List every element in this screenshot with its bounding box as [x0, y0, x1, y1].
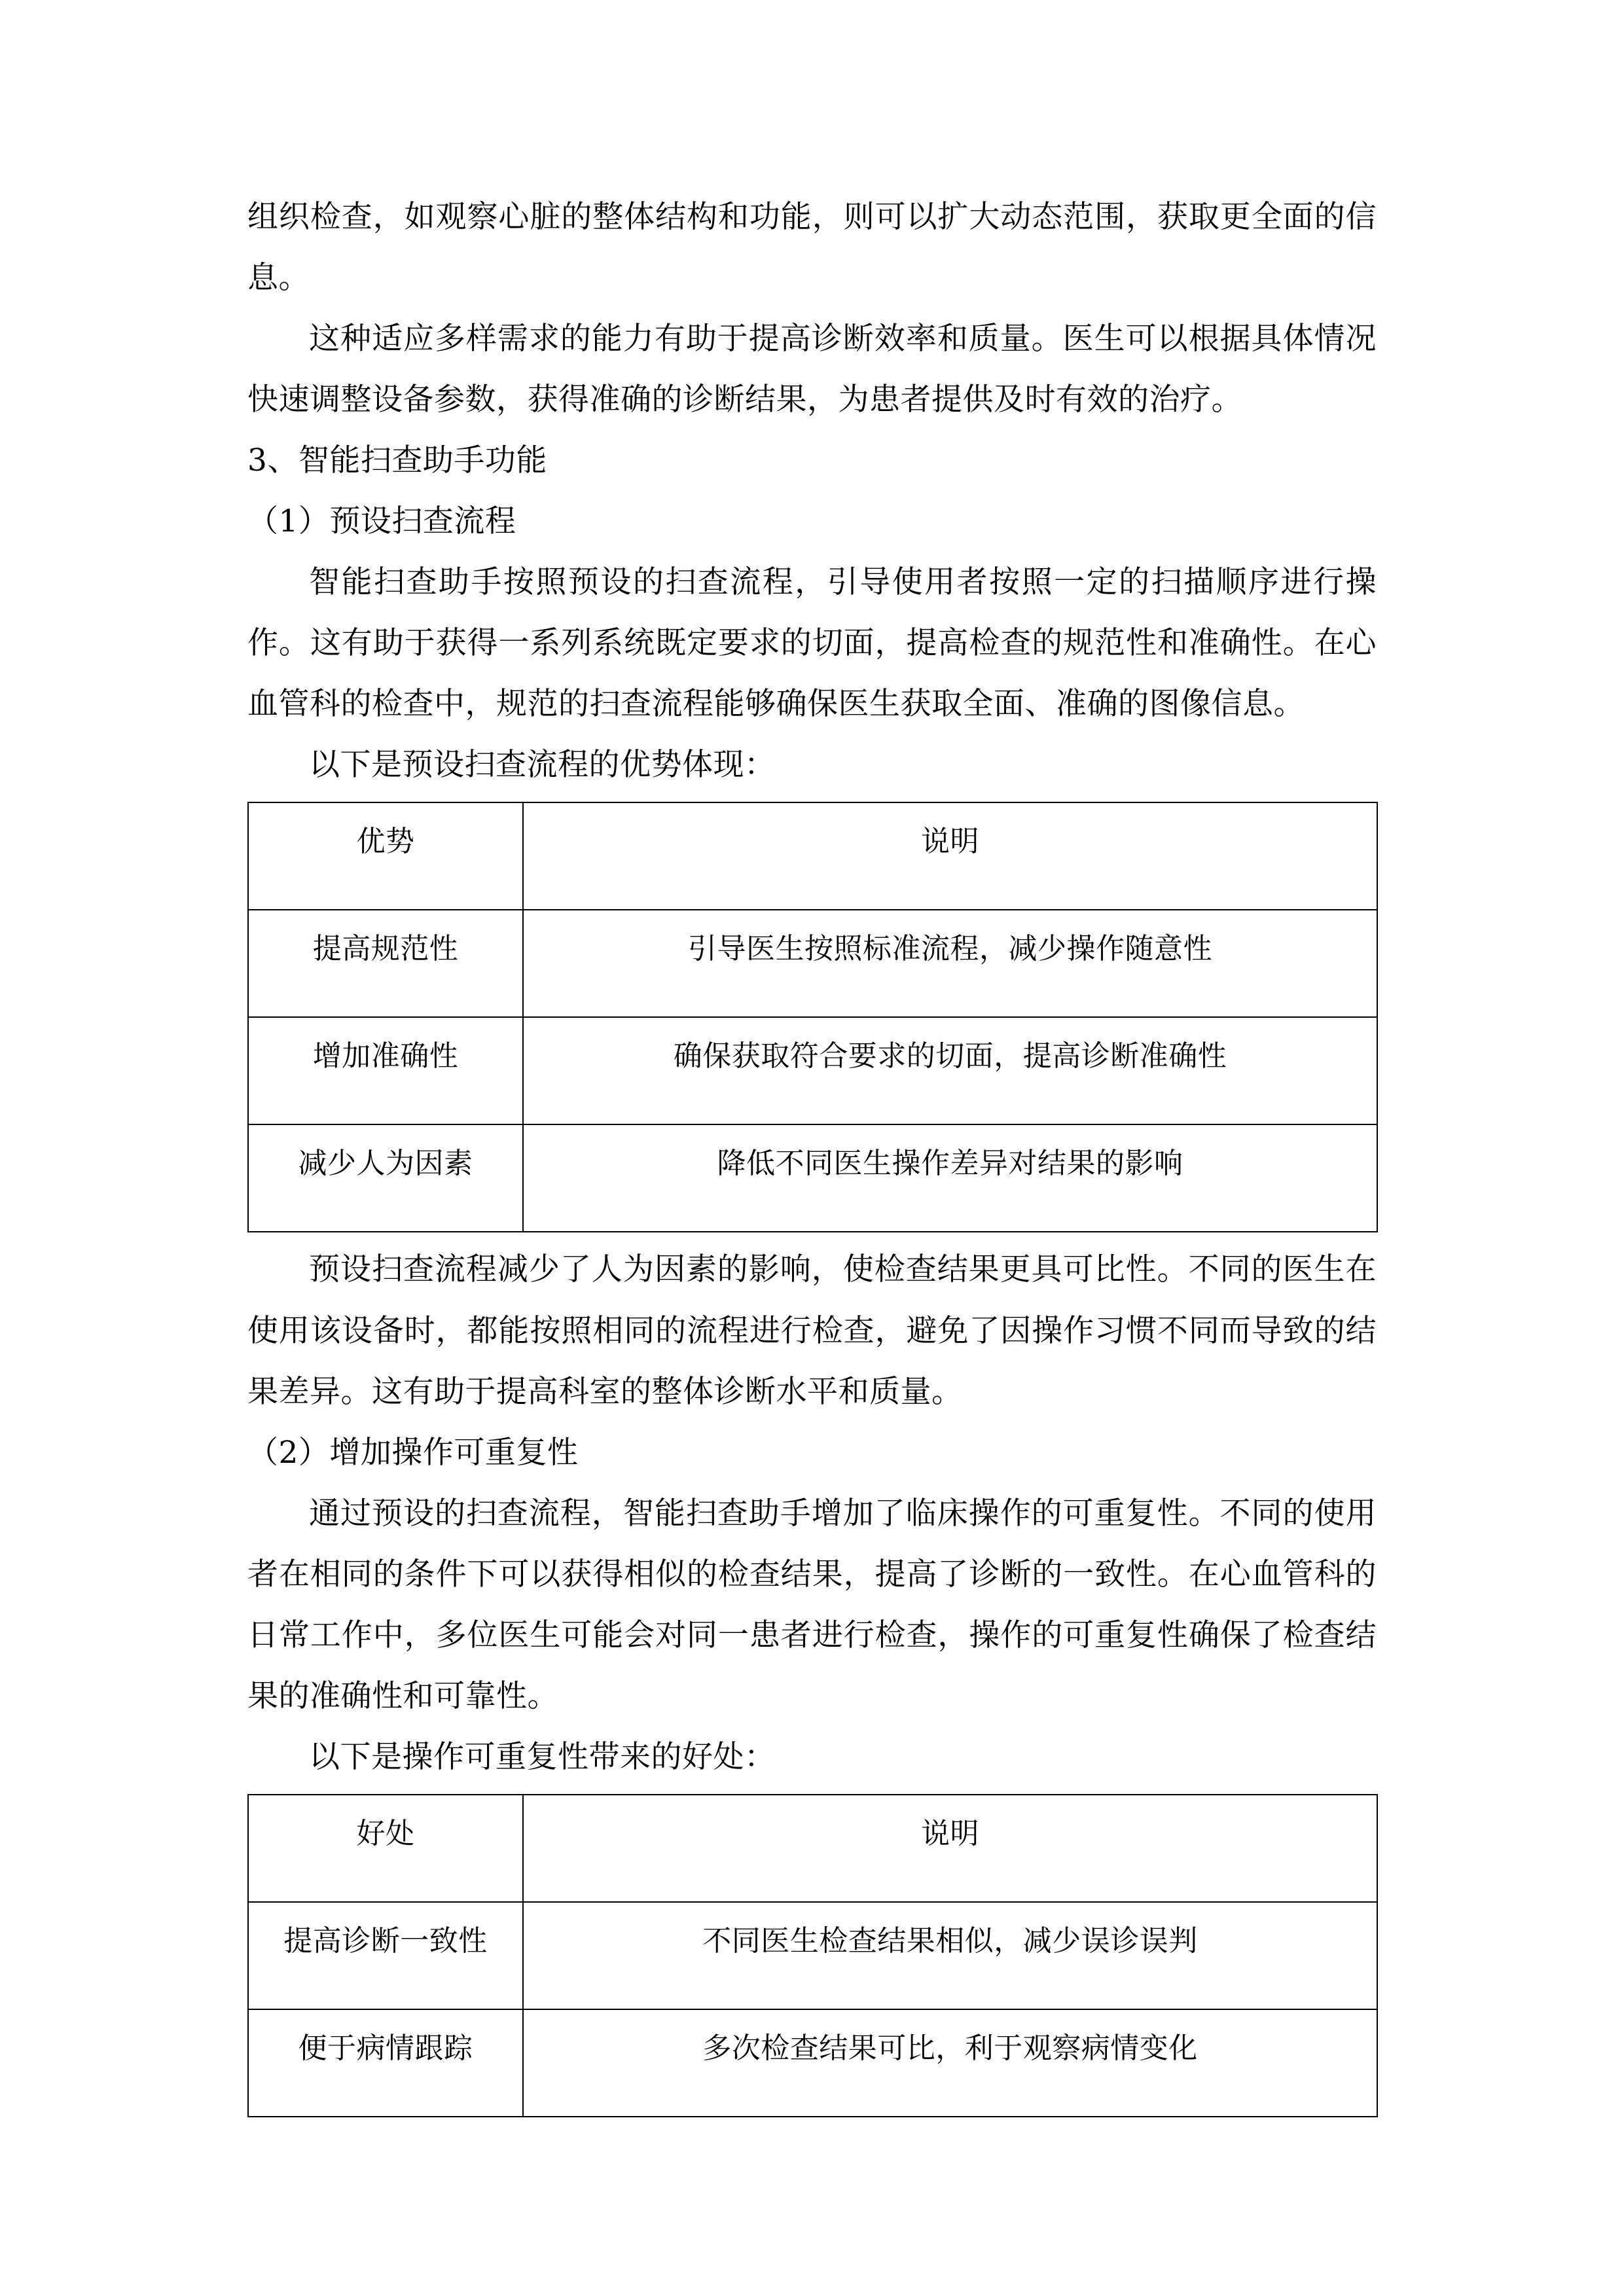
document-body — [247, 187, 1377, 2117]
table-cell-description: 不同医生检查结果相似，减少误诊误判 — [523, 1902, 1377, 2009]
paragraph-adaptive-capability: 这种适应多样需求的能力有助于提高诊断效率和质量。医生可以根据具体情况快速调整设备参数，获得准确的诊断结果，为患者提供及时有效的治疗。 — [247, 321, 1377, 418]
heading-section-3: 3、智能扫查助手功能 — [247, 442, 547, 479]
table-cell-benefit: 提高诊断一致性 — [248, 1902, 523, 2009]
heading-subsection-2: （2）增加操作可重复性 — [247, 1434, 579, 1471]
table-cell-advantage: 增加准确性 — [248, 1017, 523, 1124]
lead-in-table-benefits: 以下是操作可重复性带来的好处： — [309, 1738, 776, 1775]
table-row — [248, 1902, 1377, 2009]
table-benefits — [247, 1794, 1378, 2117]
table-row — [248, 910, 1377, 1017]
table-cell-advantage: 提高规范性 — [248, 910, 523, 1017]
table-header-cell-description: 说明 — [523, 1795, 1377, 1902]
table-row — [248, 1017, 1377, 1124]
table-row — [248, 2009, 1377, 2117]
table-header-cell-description: 说明 — [523, 802, 1377, 910]
table-advantages — [247, 802, 1378, 1232]
table-cell-description: 确保获取符合要求的切面，提高诊断准确性 — [523, 1017, 1377, 1124]
paragraph-reduced-human-factors: 预设扫查流程减少了人为因素的影响，使检查结果更具可比性。不同的医生在使用该设备时，都能按照相同的流程进行检查，避免了因操作习惯不同而导致的结果差异。这有助于提高科室的整体诊断水平和质量。 — [247, 1251, 1377, 1410]
table-cell-advantage: 减少人为因素 — [248, 1124, 523, 1232]
table-cell-description: 引导医生按照标准流程，减少操作随意性 — [523, 910, 1377, 1017]
table-header-cell-advantage: 优势 — [248, 802, 523, 910]
table-row-header — [248, 1795, 1377, 1902]
table-cell-description: 降低不同医生操作差异对结果的影响 — [523, 1124, 1377, 1232]
table-cell-description: 多次检查结果可比，利于观察病情变化 — [523, 2009, 1377, 2117]
paragraph-repeatability: 通过预设的扫查流程，智能扫查助手增加了临床操作的可重复性。不同的使用者在相同的条件下可以获得相似的检查结果，提高了诊断的一致性。在心血管科的日常工作中，多位医生可能会对同一患者进行检查，操作的可重复性确保了检查结果的准确性和可靠性。 — [247, 1495, 1377, 1714]
table-row — [248, 1124, 1377, 1232]
table-header-cell-benefit: 好处 — [248, 1795, 523, 1902]
lead-in-table-advantages: 以下是预设扫查流程的优势体现： — [309, 747, 776, 783]
paragraph-continuation-top: 组织检查，如观察心脏的整体结构和功能，则可以扩大动态范围，获取更全面的信息。 — [247, 199, 1377, 296]
table-row-header — [248, 802, 1377, 910]
table-cell-benefit: 便于病情跟踪 — [248, 2009, 523, 2117]
paragraph-preset-workflow: 智能扫查助手按照预设的扫查流程，引导使用者按照一定的扫描顺序进行操作。这有助于获得一系列系统既定要求的切面，提高检查的规范性和准确性。在心血管科的检查中，规范的扫查流程能够确保医生获取全面、准确的图像信息。 — [247, 564, 1377, 723]
heading-subsection-1: （1）预设扫查流程 — [247, 503, 516, 540]
